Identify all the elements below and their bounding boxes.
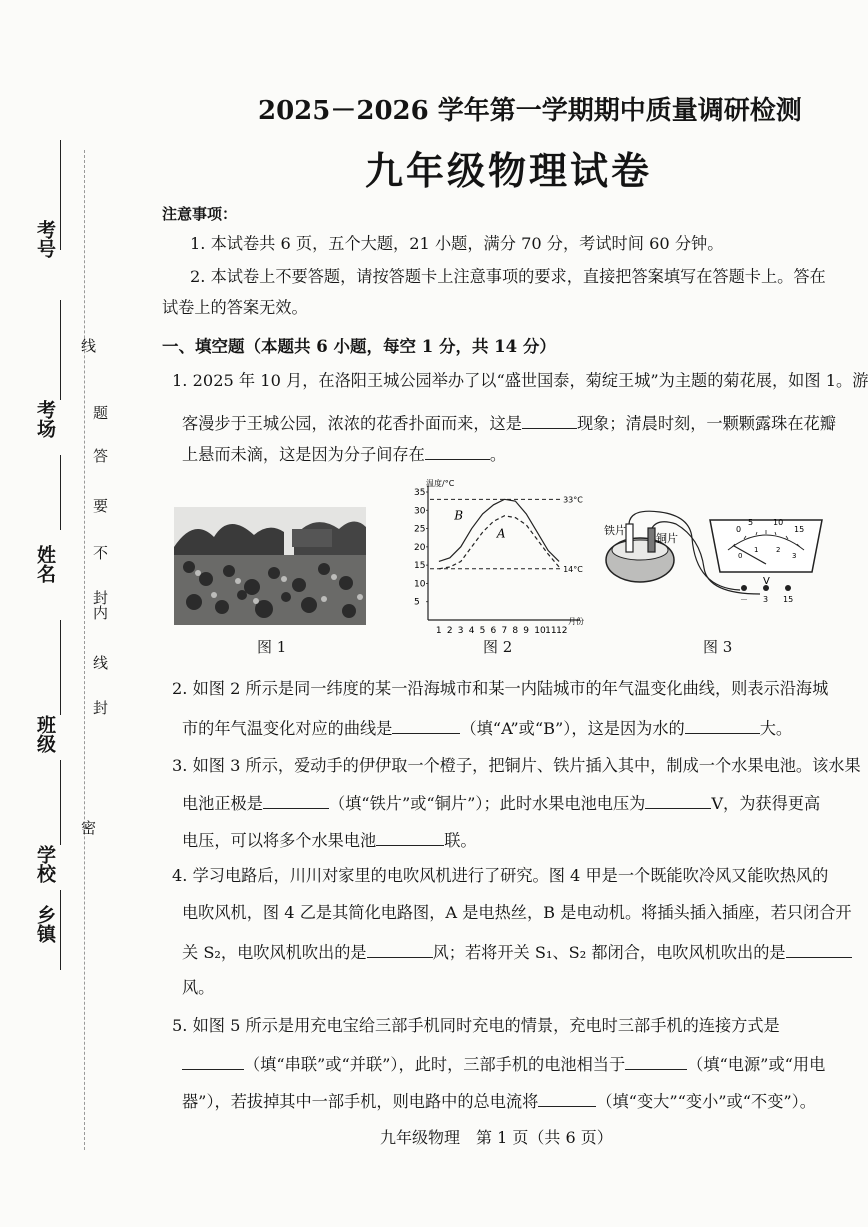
iron-plate (626, 524, 633, 552)
page-footer: 九年级物理 第 1 页（共 6 页） (380, 1128, 613, 1147)
exam-number-label: 考号 (34, 220, 56, 258)
q5-line2-text-a: （填“串联”或“并联”），此时，三部手机的电池相当于 (244, 1055, 626, 1074)
voltmeter-symbol: V (763, 576, 770, 587)
school-line (60, 760, 61, 845)
q2-line2-text-b: （填“A”或“B”），这是因为水的 (460, 719, 685, 738)
q3-line2-text-c: V，为获得更高 (711, 794, 821, 813)
figure-2-caption: 图 2 (483, 638, 513, 656)
answer-blank (538, 1092, 596, 1107)
y-tick-label: 10 (414, 579, 426, 590)
x-tick-label: 2 (446, 626, 453, 636)
q1-line3-text-b: 。 (489, 445, 506, 464)
temperature-chart-svg (398, 478, 590, 638)
q1-line3 (182, 445, 506, 463)
q1-line2 (182, 414, 836, 432)
q4-line1: 4. 学习电路后，川川对家里的电吹风机进行了研究。图 4 甲是一个既能吹冷风又能吹热风的 (172, 866, 829, 885)
x-tick-label: 4 (468, 626, 475, 636)
notice-item-2-line2: 试卷上的答案无效。 (162, 298, 308, 317)
terminal-label: － (740, 595, 748, 604)
answer-blank (625, 1055, 687, 1070)
town-label: 乡镇 (34, 905, 56, 943)
q4-line3-text-a: 关 S₂，电吹风机吹出的是 (182, 943, 367, 962)
scale-tick-label: 10 (773, 518, 784, 527)
scale-tick-label: 2 (776, 546, 781, 554)
q4-line3-text-b: 风；若将开关 S₁、S₂ 都闭合，电吹风机吹出的是 (432, 943, 786, 962)
q1-line3-text-a: 上悬而未滴，这是因为分子间存在 (182, 445, 425, 464)
figure-2-temperature-chart (398, 478, 590, 638)
seal-char: 封 (91, 700, 109, 715)
y-tick-label: 15 (414, 561, 426, 572)
y-tick-label: 5 (414, 597, 420, 608)
x-tick-label: 8 (512, 626, 519, 636)
q1-line2-text-a: 客漫步于王城公园，浓浓的花香扑面而来，这是 (182, 414, 522, 433)
figure-1-caption: 图 1 (257, 638, 287, 656)
x-tick-label: 6 (490, 626, 497, 636)
q4-line4: 风。 (182, 978, 215, 997)
answer-blank (425, 445, 490, 460)
exam-room-label: 考场 (34, 400, 56, 438)
figure-3-caption: 图 3 (703, 638, 733, 656)
reference-line-label: 33°C (563, 495, 583, 505)
scale-tick-label: 5 (748, 518, 754, 527)
q1-line2-text-b: 现象；清晨时刻，一颗颗露珠在花瓣 (576, 414, 836, 433)
seal-char: 内 (91, 605, 109, 620)
y-axis-label: 温度/°C (426, 479, 455, 488)
q5-line2-text-b: （填“电源”或“用电 (687, 1055, 826, 1074)
q3-line2 (182, 794, 820, 812)
exam-room-line (60, 300, 61, 400)
x-tick-label: 7 (501, 626, 508, 636)
notice-item-2-line1: 2. 本试卷上不要答题，请按答题卡上注意事项的要求，直接把答案填写在答题卡上。答在 (190, 267, 826, 286)
scale-tick-label: 3 (792, 552, 797, 560)
y-tick-label: 25 (414, 524, 426, 535)
q4-line2: 电吹风机，图 4 乙是其简化电路图，A 是电热丝，B 是电动机。将插头插入插座，若只闭合开 (182, 903, 852, 922)
class-line (60, 620, 61, 715)
class-label: 班级 (34, 715, 56, 753)
q5-line2 (182, 1055, 825, 1073)
x-tick-label: 1 (435, 626, 442, 636)
x-axis-label: 月份 (568, 617, 584, 626)
terminal-label: 15 (783, 595, 794, 604)
notice-heading: 注意事项： (162, 205, 238, 223)
q3-line3 (182, 831, 477, 849)
x-tick-label: 9 (523, 626, 530, 636)
exam-title-line1: 2025－2026 学年第一学期期中质量调研检测 (258, 96, 802, 126)
notice-item-1: 1. 本试卷共 6 页，五个大题，21 小题，满分 70 分，考试时间 60 分钟。 (190, 234, 724, 253)
figure-1-garden-photo (174, 507, 366, 625)
x-tick-label: 11 (545, 626, 557, 636)
q2-line1: 2. 如图 2 所示是同一纬度的某一沿海城市和某一内陆城市的年气温变化曲线，则表示沿海城 (172, 679, 829, 698)
reference-line-label: 14°C (563, 564, 583, 574)
answer-blank (367, 943, 433, 958)
seal-char: 答 (91, 448, 109, 463)
scale-tick-label: 1 (754, 546, 759, 554)
q5-line3-text-a: 器”），若拔掉其中一部手机，则电路中的总电流将 (182, 1092, 539, 1111)
answer-blank (522, 414, 577, 429)
q3-line1: 3. 如图 3 所示，爱动手的伊伊取一个橙子，把铜片、铁片插入其中，制成一个水果电池。该水果 (172, 756, 861, 775)
answer-blank (685, 719, 760, 734)
section-heading: 一、填空题（本题共 6 小题，每空 1 分，共 14 分） (162, 337, 556, 356)
seal-char: 密 (79, 820, 97, 835)
q3-line2-text-a: 电池正极是 (182, 794, 263, 813)
series-line-A (439, 516, 559, 569)
y-tick-label: 30 (414, 506, 426, 517)
series-label: A (496, 526, 506, 541)
seal-char: 线 (91, 655, 109, 670)
seal-char: 要 (91, 498, 109, 513)
q1-line1: 1. 2025 年 10 月，在洛阳王城公园举办了以“盛世国泰，菊绽王城”为主题的菊花展，如图 1。游 (172, 371, 868, 390)
answer-blank (645, 794, 711, 809)
x-tick-label: 5 (479, 626, 486, 636)
answer-blank (182, 1055, 244, 1070)
garden-photo-image (174, 507, 366, 625)
q5-line3 (182, 1092, 816, 1110)
seal-char: 不 (91, 545, 109, 560)
q4-line3 (182, 943, 852, 961)
seal-dashed-line (84, 150, 85, 1150)
q3-line3-text-a: 电压，可以将多个水果电池 (182, 831, 377, 850)
fruit-battery-diagram (600, 498, 836, 606)
q5-line1: 5. 如图 5 所示是用充电宝给三部手机同时充电的情景，充电时三部手机的连接方式是 (172, 1016, 780, 1035)
x-tick-label: 12 (556, 626, 568, 636)
answer-blank (392, 719, 460, 734)
voltmeter-body (710, 520, 822, 572)
iron-label: 铁片 (604, 524, 626, 537)
y-tick-label: 35 (414, 488, 426, 498)
q2-line2-text-a: 市的年气温变化对应的曲线是 (182, 719, 393, 738)
scale-tick-label: 15 (794, 525, 805, 534)
name-label: 姓名 (34, 545, 56, 583)
name-line (60, 455, 61, 530)
x-tick-label: 3 (457, 626, 464, 636)
answer-blank (786, 943, 852, 958)
q3-line3-text-b: 联。 (444, 831, 477, 850)
seal-char: 线 (79, 338, 97, 353)
answer-blank (376, 831, 444, 846)
terminal-label: 3 (763, 595, 769, 604)
school-label: 学校 (34, 845, 56, 883)
seal-char: 题 (91, 405, 109, 420)
scale-tick-label: 0 (738, 552, 743, 560)
q2-line2-text-c: 大。 (759, 719, 793, 738)
q3-line2-text-b: （填“铁片”或“铜片”）；此时水果电池电压为 (328, 794, 646, 813)
q5-line3-text-b: （填“变大”“变小”或“不变”）。 (596, 1092, 816, 1111)
copper-label: 铜片 (656, 532, 678, 545)
seal-char: 封 (91, 590, 109, 605)
figure-3-fruit-battery (600, 498, 836, 606)
scale-tick-label: 0 (736, 525, 742, 534)
binding-strip (0, 0, 150, 1227)
q2-line2 (182, 719, 792, 737)
town-line (60, 890, 61, 970)
series-label: B (454, 508, 464, 523)
exam-number-line (60, 140, 61, 250)
x-tick-label: 10 (534, 626, 546, 636)
copper-plate (648, 528, 655, 552)
answer-blank (263, 794, 329, 809)
y-tick-label: 20 (414, 542, 426, 553)
exam-title-line2: 九年级物理试卷 (365, 148, 653, 193)
